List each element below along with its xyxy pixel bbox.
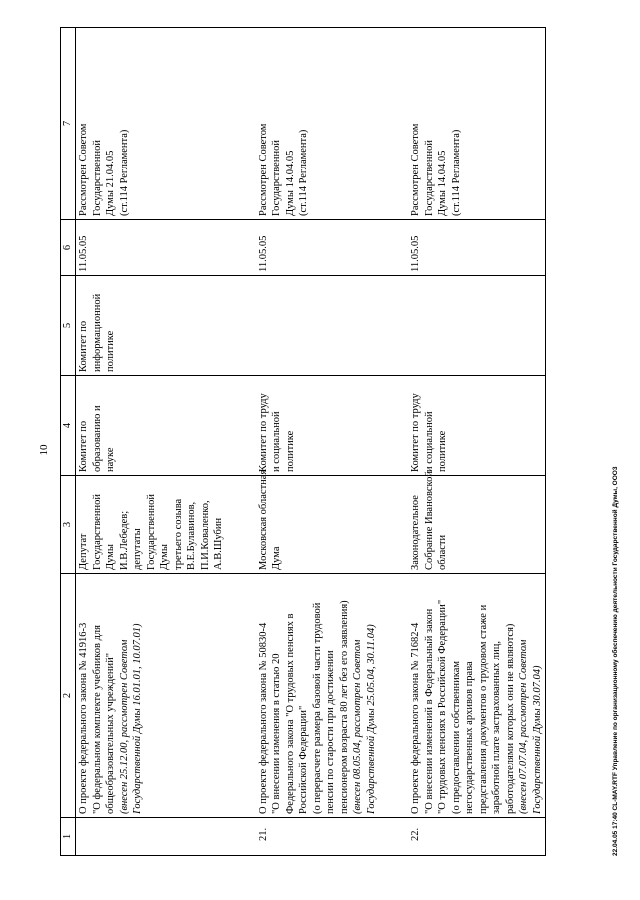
status-line: Рассмотрен Советом bbox=[257, 123, 269, 216]
status-line: Государственной bbox=[91, 140, 103, 216]
row-number bbox=[227, 818, 380, 856]
initiator-line: области bbox=[437, 534, 448, 570]
initiator-line: Законодательное bbox=[410, 495, 421, 570]
status-line: (ст.114 Регламента) bbox=[118, 129, 130, 216]
status-line: Думы 14.04.05 bbox=[284, 150, 296, 216]
row-number bbox=[379, 818, 546, 856]
agenda-table bbox=[60, 27, 546, 856]
status-line: Думы 21.04.05 bbox=[105, 150, 116, 216]
bill-title-line: пенсии по старости при достижении bbox=[325, 650, 336, 814]
bill-note-line: (внесен 08.05.04, рассмотрен Советом bbox=[352, 639, 363, 814]
column-header-6: 6 bbox=[61, 220, 76, 276]
bill-title-line: "О трудовых пенсиях в Российской Федерации" bbox=[437, 599, 448, 814]
table-body bbox=[76, 28, 546, 856]
bill-note-line: Государственной Думы 16.01.01, 10.07.01) bbox=[132, 623, 143, 814]
initiator-line: Думы bbox=[105, 544, 116, 570]
responsible-committee-cell bbox=[379, 376, 546, 476]
responsible-committee-cell bbox=[76, 376, 227, 476]
initiator-line: Московская областная bbox=[257, 469, 269, 570]
column-header-7: 7 bbox=[61, 28, 76, 220]
co-committee-cell bbox=[76, 276, 227, 376]
committee-line: науке bbox=[105, 447, 116, 472]
status-line: Государственной bbox=[423, 140, 435, 216]
initiator-line: А.В.Шубин bbox=[213, 517, 224, 570]
status-line: Рассмотрен Советом bbox=[410, 123, 421, 216]
bill-note-line: Государственной Думы 30.07.04) bbox=[531, 665, 543, 814]
bill-title-line: Российской Федерации" bbox=[298, 705, 309, 814]
initiator-line: Государственной bbox=[91, 494, 103, 570]
bill-title-line: (о перерасчете размера базовой части трудовой bbox=[311, 602, 323, 814]
bill-note-line: Государственной Думы 25.05.04, 30.11.04) bbox=[365, 624, 377, 814]
status-line: Рассмотрен Советом bbox=[78, 123, 89, 216]
committee-line: Комитет по bbox=[78, 420, 89, 472]
co-committee-line: информационной bbox=[91, 293, 103, 372]
date-text: 11.05.05 bbox=[257, 235, 269, 272]
co-committee-cell bbox=[227, 276, 380, 376]
committee-line: образованию и bbox=[91, 405, 103, 472]
bill-title-line: "О федеральном комплекте учебников для bbox=[91, 625, 103, 814]
bill-title-line: работодателями которых они не являются) bbox=[504, 623, 516, 814]
bill-description-cell bbox=[227, 574, 380, 818]
column-header-row bbox=[61, 28, 76, 856]
committee-line: и социальной bbox=[423, 411, 435, 472]
initiator-line: Собрание Ивановской bbox=[423, 471, 435, 570]
bill-title-line: заработной плате застрахованных лиц, bbox=[491, 641, 502, 814]
committee-line: Комитет по труду bbox=[257, 393, 269, 472]
bill-title-line: "О внесении изменений в Федеральный закон bbox=[423, 608, 435, 814]
bill-title-line: негосударственных архивов права bbox=[464, 661, 475, 814]
initiator-line: Дума bbox=[271, 546, 282, 570]
committee-line: политике bbox=[437, 430, 448, 472]
status-line: (ст.114 Регламента) bbox=[298, 129, 309, 216]
initiator-line: депутаты bbox=[132, 528, 143, 570]
initiator-line: третьего созыва bbox=[172, 498, 184, 570]
committee-line: и социальной bbox=[271, 411, 282, 472]
initiator-line: П.И.Коваленко, bbox=[199, 500, 211, 570]
date-cell bbox=[227, 220, 380, 276]
committee-line: Комитет по труду bbox=[410, 393, 421, 472]
initiator-line: Думы bbox=[159, 544, 170, 570]
row-number-text: 21. bbox=[257, 827, 269, 841]
bill-title-line: О проекте федерального закона № 71682-4 bbox=[410, 622, 421, 814]
bill-title-line: общеобразовательных учреждений" bbox=[105, 652, 116, 814]
initiator-line: И.В.Лебедев; bbox=[118, 510, 130, 570]
status-line: Думы 14.04.05 bbox=[437, 150, 448, 216]
date-text: 11.05.05 bbox=[410, 235, 421, 272]
page-number: 10 bbox=[38, 444, 50, 456]
status-cell bbox=[76, 28, 227, 220]
column-header-2: 2 bbox=[61, 574, 76, 818]
status-cell bbox=[227, 28, 380, 220]
bill-title-line: представления документов о трудовом стаже и bbox=[477, 604, 489, 814]
bill-title-line: О проекте федерального закона № 50830-4 bbox=[257, 622, 269, 814]
initiator-line: Государственной bbox=[145, 494, 157, 570]
initiator-line: Депутат bbox=[78, 533, 89, 570]
co-committee-line: Комитет по bbox=[78, 320, 89, 372]
column-header-5: 5 bbox=[61, 276, 76, 376]
bill-title-line: О проекте федерального закона № 41916-3 bbox=[78, 622, 89, 814]
bill-title-line: (о предоставлении собственникам bbox=[450, 660, 462, 814]
committee-line: политике bbox=[284, 430, 296, 472]
co-committee-cell bbox=[379, 276, 546, 376]
bill-description-cell bbox=[379, 574, 546, 818]
table-row bbox=[379, 28, 546, 856]
date-cell bbox=[76, 220, 227, 276]
co-committee-line: политике bbox=[105, 330, 116, 372]
bill-note-line: (внесен 07.07.04, рассмотрен Советом bbox=[518, 639, 529, 814]
initiator-cell bbox=[379, 471, 546, 574]
bill-title-line: Федерального закона "О трудовых пенсиях в bbox=[284, 613, 296, 814]
column-header-1: 1 bbox=[61, 818, 76, 856]
status-cell bbox=[379, 28, 546, 220]
initiator-line: В.Е.Булавинов, bbox=[186, 501, 197, 570]
table-row bbox=[227, 28, 380, 856]
status-line: (ст.114 Регламента) bbox=[450, 129, 462, 216]
column-header-4: 4 bbox=[61, 376, 76, 476]
row-number-text: 22. bbox=[410, 827, 421, 841]
date-text: 11.05.05 bbox=[78, 235, 89, 272]
date-cell bbox=[379, 220, 546, 276]
row-number bbox=[76, 818, 227, 856]
initiator-cell bbox=[227, 469, 380, 574]
bill-title-line: пенсионером возраста 80 лет без его заявления) bbox=[338, 600, 350, 814]
bill-note-line: (внесен 25.12.00, рассмотрен Советом bbox=[118, 639, 130, 814]
column-header-3: 3 bbox=[61, 476, 76, 574]
status-line: Государственной bbox=[271, 140, 282, 216]
initiator-cell bbox=[76, 476, 227, 574]
table-row bbox=[76, 28, 227, 856]
footer-note: 22.04.05 17:40 CL-MAY.RTF Управление по организационному обеспечению деятельности Государственной Думы, ООО3 bbox=[612, 466, 619, 856]
bill-title-line: "О внесении изменения в статью 20 bbox=[271, 653, 282, 814]
bill-description-cell bbox=[76, 574, 227, 818]
responsible-committee-cell bbox=[227, 376, 380, 476]
